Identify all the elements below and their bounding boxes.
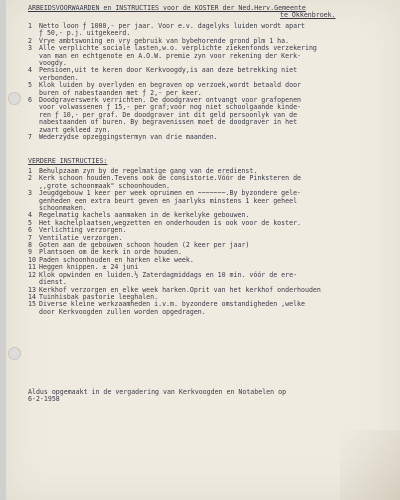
heading-line-2: te Okkenbroek. [280,11,336,20]
item-text [39,67,297,82]
instruction-item [28,175,398,190]
item-number: 3 [28,189,32,198]
item-number: 4 [28,211,32,220]
item-number: 2 [28,174,32,183]
document-heading [28,5,396,20]
item-number: 9 [28,248,32,257]
condition-item [28,82,398,97]
item-number: 5 [28,81,32,90]
document-footer [28,389,398,404]
item-number: 4 [28,66,32,75]
item-number: 13 [28,285,36,294]
item-text [39,190,301,212]
text-line: Klok luiden by overlyden en begraven op verzoek,wordt betaald door [39,81,302,90]
item-number: 14 [28,292,36,301]
item-number: 7 [28,133,32,142]
text-line: Het kachelplaatsen,wegzetten en onderhouden is ook voor de koster. [39,218,302,227]
item-text [39,82,301,97]
text-line: Tuinhisbak pastorie leeghalen. [39,292,159,301]
item-text [39,97,301,134]
condition-item [28,134,398,141]
condition-item [28,23,398,38]
text-line: Paden schoonhouden en harken elke week. [39,255,194,264]
item-text [39,45,317,67]
footer-line: Aldus opgemaakt in de vergadering van Kerkvoogden en Notabelen op [28,388,287,396]
text-line: Plantsoen om de kerk in orde houden. [39,248,182,257]
text-line: Kerkhof verzorgen en elke week harken.Oprit van het kerkhof onderhouden [39,285,321,294]
text-line: genheden een extra beurt geven en jaarlyks minstens 1 keer geheel [39,196,298,205]
text-line: nabestaanden of buren. By begravenissen moet de doodgraver in het [39,118,298,127]
text-line: Goten aan de gebouwen schoon houden (2 keer per jaar) [39,241,250,250]
text-line: Doodgraverswerk verrichten. De doodgraver ontvangt voor grafopenen [39,96,302,105]
text-line: Klok opwinden en luiden.½ Zaterdagmiddags en 10 min. vóór de ere- [39,270,298,279]
document-page [6,0,400,500]
text-line: voor volwassenen ƒ 15,- per graf;voor nog niet schoolgaande kinde- [39,103,302,112]
paper-stain [340,430,400,500]
item-text [39,23,305,38]
text-line: ren ƒ 10,- per graf. De doodgraver int dit geld persoonlyk van de [39,110,298,119]
text-line: Jeugdgebouw 1 keer per week opruimen en ~~~~~~~.By byzondere gele- [39,189,302,198]
text-line: van man en echtgenote en A.O.W. premie zyn voor rekening der Kerk- [39,51,302,60]
text-line: Vrye ambtswoning en vry gebruik van bybehorende grond plm 1 ha. [39,36,290,45]
item-number: 6 [28,226,32,235]
text-line: Alle verplichte sociale lasten,w.o. verplichte ziekenfonds verzekering [39,44,317,53]
text-line: Ventilatie verzorgen. [39,233,123,242]
instructions-list [28,168,398,316]
text-line: Netto loon ƒ 1000,- per jaar. Voor e.v. dagelyks luiden wordt apart [39,22,305,30]
text-line: Kerk schoon houden.Tevens ook de consistorie.Vóór de Pinksteren de [39,174,302,183]
text-line: door Kerkvoogden zullen worden opgedragen. [39,307,206,316]
condition-item [28,45,398,67]
text-line: dienst. [39,278,67,287]
text-line: buren of nabestaanden met ƒ 2,- per keer. [39,88,202,97]
text-line: Diverse kleine werkzaamheden i.v.m. byzondere omstandigheden ,welke [39,300,305,309]
item-number: 11 [28,263,36,272]
conditions-list [28,23,398,142]
footer-line: 6-2-1958 [28,395,60,404]
condition-item [28,67,398,82]
instruction-item [28,301,398,316]
item-number: 8 [28,241,32,250]
text-line: voogdy. [39,59,67,68]
punch-hole [8,92,21,105]
punch-hole [8,347,21,360]
item-number: 3 [28,44,32,53]
item-number: 1 [28,22,32,30]
text-line: Behulpzaam zyn by de regelmatige gang van de eredienst. [39,167,258,175]
text-line: Wederzydse opzeggingstermyn van drie maanden. [39,133,218,142]
item-text [39,301,305,316]
text-line: Pensioen,uit te keren door Kerkvoogdy,is aan deze betrekking niet [39,66,298,75]
item-number: 6 [28,96,32,105]
item-number: 1 [28,167,32,175]
instruction-item [28,272,398,287]
item-number: 2 [28,36,32,45]
item-text [39,272,297,287]
text-line: Regelmatig kachels aanmaken in de kerkelyke gebouwen. [39,211,250,220]
item-text [39,134,218,141]
item-number: 7 [28,233,32,242]
text-line: Verlichting verzorgen. [39,226,127,235]
item-number: 12 [28,270,36,279]
condition-item [28,97,398,134]
heading-line-1: ARBEIDSVOORWAARDEN en INSTRUCTIES voor de KOSTER der Ned.Herv.Gemeente [28,4,306,12]
sub-heading: VERDERE INSTRUCTIES: [28,157,108,165]
text-line: Heggen knippen. ± 24 juni [39,263,139,272]
text-line: ,,grote schoonmaak" schoonhouden. [39,181,171,190]
instruction-item [28,190,398,212]
item-text [39,175,301,190]
text-line: verbonden. [39,73,79,82]
text-line: zwart gekleed zyn. [39,125,111,134]
item-number: 5 [28,218,32,227]
item-number: 15 [28,300,36,309]
text-line: ƒ 50,- p.j. uitgekeerd. [39,29,131,38]
item-number: 10 [28,255,36,264]
text-line: schoonmaken. [39,204,87,213]
